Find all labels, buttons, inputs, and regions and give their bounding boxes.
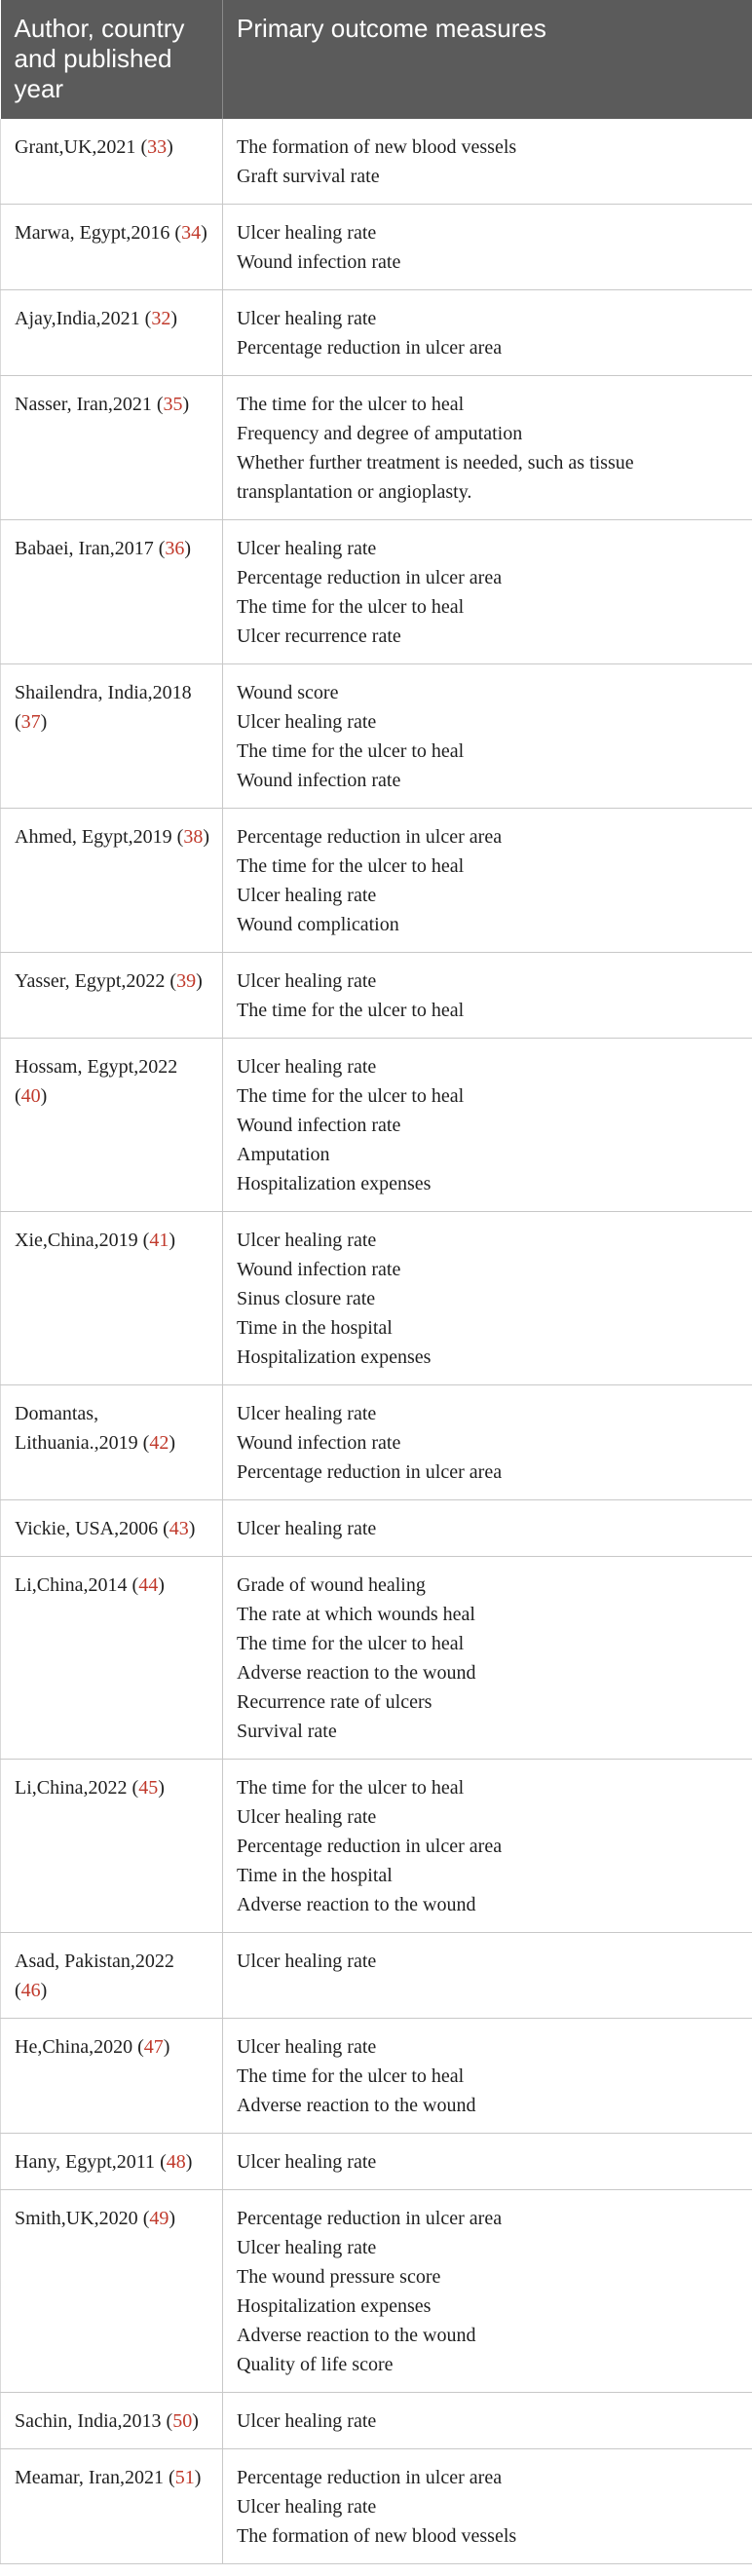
outcome-item: Ulcer healing rate bbox=[237, 1951, 377, 1972]
author-text: Domantas, Lithuania.,2019 bbox=[15, 1403, 138, 1454]
outcomes-cell bbox=[223, 1039, 752, 1212]
outcome-item: Hospitalization expenses bbox=[237, 1173, 432, 1194]
author-text: Smith,UK,2020 bbox=[15, 2208, 138, 2229]
outcome-item: Hospitalization expenses bbox=[237, 1346, 432, 1368]
reference-link[interactable]: 42 bbox=[149, 1432, 169, 1454]
reference-link[interactable]: 39 bbox=[176, 970, 197, 992]
outcome-item: Grade of wound healing bbox=[237, 1574, 426, 1596]
author-cell: Nasser, Iran,2021 (35) bbox=[1, 376, 223, 520]
outcomes-cell bbox=[223, 290, 752, 376]
reference-link[interactable]: 49 bbox=[149, 2208, 169, 2229]
outcome-item: Ulcer healing rate bbox=[237, 538, 377, 559]
reference-link[interactable]: 44 bbox=[138, 1574, 159, 1596]
outcome-item: Quality of life score bbox=[237, 2354, 394, 2375]
author-cell: Asad, Pakistan,2022 (46) bbox=[1, 1933, 223, 2019]
reference-link[interactable]: 41 bbox=[149, 1230, 169, 1251]
outcome-item: Ulcer healing rate bbox=[237, 885, 377, 906]
table-row bbox=[1, 376, 752, 520]
outcome-item: Percentage reduction in ulcer area bbox=[237, 1836, 503, 1857]
outcomes-cell bbox=[223, 119, 752, 205]
outcome-item: The time for the ulcer to heal bbox=[237, 855, 465, 877]
outcomes-cell bbox=[223, 1212, 752, 1385]
reference-link[interactable]: 45 bbox=[138, 1777, 159, 1799]
table-row bbox=[1, 2019, 752, 2134]
author-text: Meamar, Iran,2021 bbox=[15, 2467, 165, 2488]
author-cell: Grant,UK,2021 (33) bbox=[1, 119, 223, 205]
outcome-item: Adverse reaction to the wound bbox=[237, 2325, 476, 2346]
author-cell: Babaei, Iran,2017 (36) bbox=[1, 520, 223, 664]
reference-link[interactable]: 51 bbox=[174, 2467, 195, 2488]
author-text: Hossam, Egypt,2022 bbox=[15, 1056, 178, 1078]
author-cell: Marwa, Egypt,2016 (34) bbox=[1, 205, 223, 290]
table-row bbox=[1, 205, 752, 290]
outcome-item: Ulcer healing rate bbox=[237, 970, 377, 992]
outcome-item: Ulcer healing rate bbox=[237, 222, 377, 244]
table-row bbox=[1, 664, 752, 809]
author-text: Babaei, Iran,2017 bbox=[15, 538, 154, 559]
reference-link[interactable]: 38 bbox=[183, 826, 204, 848]
author-text: Sachin, India,2013 bbox=[15, 2410, 162, 2432]
table-row bbox=[1, 2134, 752, 2190]
outcome-item: Ulcer healing rate bbox=[237, 711, 377, 733]
outcomes-cell bbox=[223, 2393, 752, 2449]
outcome-item: Wound infection rate bbox=[237, 1432, 401, 1454]
outcome-item: The time for the ulcer to heal bbox=[237, 1085, 465, 1107]
author-cell: Sachin, India,2013 (50) bbox=[1, 2393, 223, 2449]
author-cell: Xie,China,2019 (41) bbox=[1, 1212, 223, 1385]
author-cell: Smith,UK,2020 (49) bbox=[1, 2190, 223, 2393]
outcomes-cell bbox=[223, 1557, 752, 1760]
outcomes-cell bbox=[223, 664, 752, 809]
author-text: Ahmed, Egypt,2019 bbox=[15, 826, 172, 848]
outcomes-cell bbox=[223, 2134, 752, 2190]
outcome-item: Percentage reduction in ulcer area bbox=[237, 337, 503, 359]
outcome-item: Ulcer healing rate bbox=[237, 2237, 377, 2258]
outcome-item: Ulcer healing rate bbox=[237, 2036, 377, 2058]
outcome-item: Percentage reduction in ulcer area bbox=[237, 1461, 503, 1483]
outcome-item: Percentage reduction in ulcer area bbox=[237, 826, 503, 848]
reference-link[interactable]: 35 bbox=[163, 394, 183, 415]
outcomes-cell bbox=[223, 2190, 752, 2393]
outcome-item: Ulcer healing rate bbox=[237, 1230, 377, 1251]
outcome-item: Wound infection rate bbox=[237, 770, 401, 791]
outcome-item: Time in the hospital bbox=[237, 1317, 393, 1339]
outcomes-cell bbox=[223, 1385, 752, 1500]
table-row bbox=[1, 2393, 752, 2449]
author-cell: Meamar, Iran,2021 (51) bbox=[1, 2449, 223, 2564]
outcome-item: Wound infection rate bbox=[237, 251, 401, 273]
author-cell: Shailendra, India,2018 (37) bbox=[1, 664, 223, 809]
outcomes-cell bbox=[223, 809, 752, 953]
outcome-item: Ulcer healing rate bbox=[237, 1403, 377, 1424]
table-row bbox=[1, 809, 752, 953]
outcome-item: The wound pressure score bbox=[237, 2266, 441, 2288]
outcome-item: The time for the ulcer to heal bbox=[237, 1000, 465, 1021]
outcome-item: Wound infection rate bbox=[237, 1115, 401, 1136]
author-text: Hany, Egypt,2011 bbox=[15, 2151, 156, 2173]
author-text: Li,China,2022 bbox=[15, 1777, 128, 1799]
author-text: Vickie, USA,2006 bbox=[15, 1518, 159, 1539]
table-row bbox=[1, 1760, 752, 1933]
outcome-item: The time for the ulcer to heal bbox=[237, 596, 465, 618]
outcomes-cell bbox=[223, 2449, 752, 2564]
outcome-item: Adverse reaction to the wound bbox=[237, 2095, 476, 2116]
author-cell: Hany, Egypt,2011 (48) bbox=[1, 2134, 223, 2190]
author-text: Shailendra, India,2018 bbox=[15, 682, 192, 703]
outcome-item: Adverse reaction to the wound bbox=[237, 1894, 476, 1915]
author-cell: Hossam, Egypt,2022 (40) bbox=[1, 1039, 223, 1212]
author-text: Ajay,India,2021 bbox=[15, 308, 140, 329]
outcome-item: Wound infection rate bbox=[237, 1259, 401, 1280]
outcome-item: Ulcer healing rate bbox=[237, 1806, 377, 1828]
table-row bbox=[1, 119, 752, 205]
author-cell: Li,China,2022 (45) bbox=[1, 1760, 223, 1933]
reference-link[interactable]: 40 bbox=[20, 1085, 41, 1107]
author-text: Yasser, Egypt,2022 bbox=[15, 970, 166, 992]
author-text: Asad, Pakistan,2022 bbox=[15, 1951, 174, 1972]
outcome-item: The time for the ulcer to heal bbox=[237, 1777, 465, 1799]
table-row bbox=[1, 2449, 752, 2564]
outcome-item: The time for the ulcer to heal bbox=[237, 740, 465, 762]
table-row bbox=[1, 1385, 752, 1500]
table-row bbox=[1, 2190, 752, 2393]
outcomes-cell bbox=[223, 1933, 752, 2019]
author-cell: Li,China,2014 (44) bbox=[1, 1557, 223, 1760]
author-cell: Domantas, Lithuania.,2019 (42) bbox=[1, 1385, 223, 1500]
reference-link[interactable]: 47 bbox=[143, 2036, 164, 2058]
table-row bbox=[1, 1933, 752, 2019]
outcomes-cell bbox=[223, 1760, 752, 1933]
table-row bbox=[1, 290, 752, 376]
outcomes-cell bbox=[223, 1500, 752, 1557]
reference-link[interactable]: 32 bbox=[151, 308, 171, 329]
outcome-item: Ulcer healing rate bbox=[237, 308, 377, 329]
outcome-item: Graft survival rate bbox=[237, 166, 380, 187]
outcome-item: Ulcer healing rate bbox=[237, 2410, 377, 2432]
author-text: Xie,China,2019 bbox=[15, 1230, 138, 1251]
table-row bbox=[1, 953, 752, 1039]
table-row bbox=[1, 520, 752, 664]
outcome-item: The time for the ulcer to heal bbox=[237, 1633, 465, 1654]
author-text: Nasser, Iran,2021 bbox=[15, 394, 152, 415]
author-text: Li,China,2014 bbox=[15, 1574, 128, 1596]
outcome-item: The rate at which wounds heal bbox=[237, 1604, 475, 1625]
outcome-item: Survival rate bbox=[237, 1721, 337, 1742]
author-cell: Yasser, Egypt,2022 (39) bbox=[1, 953, 223, 1039]
table-body bbox=[1, 119, 752, 2564]
author-cell: Ahmed, Egypt,2019 (38) bbox=[1, 809, 223, 953]
outcome-item: Ulcer recurrence rate bbox=[237, 625, 401, 647]
outcome-item: Percentage reduction in ulcer area bbox=[237, 567, 503, 588]
outcome-item: Amputation bbox=[237, 1144, 330, 1165]
outcomes-cell bbox=[223, 376, 752, 520]
outcome-item: Wound score bbox=[237, 682, 339, 703]
outcome-item: Adverse reaction to the wound bbox=[237, 1662, 476, 1684]
outcome-item: Ulcer healing rate bbox=[237, 2151, 377, 2173]
reference-link[interactable]: 50 bbox=[172, 2410, 193, 2432]
header-author: Author, country and published year bbox=[1, 0, 223, 119]
outcome-item: The time for the ulcer to heal bbox=[237, 394, 465, 415]
outcome-item: The formation of new blood vessels bbox=[237, 2525, 517, 2547]
outcome-item: The time for the ulcer to heal bbox=[237, 2065, 465, 2087]
outcome-item: Ulcer healing rate bbox=[237, 2496, 377, 2518]
outcomes-cell bbox=[223, 953, 752, 1039]
outcome-item: Frequency and degree of amputation bbox=[237, 423, 523, 444]
outcomes-cell bbox=[223, 205, 752, 290]
author-cell: He,China,2020 (47) bbox=[1, 2019, 223, 2134]
table-row bbox=[1, 1039, 752, 1212]
table-row bbox=[1, 1557, 752, 1760]
outcomes-cell bbox=[223, 520, 752, 664]
outcome-item: Percentage reduction in ulcer area bbox=[237, 2467, 503, 2488]
reference-link[interactable]: 37 bbox=[20, 711, 41, 733]
outcome-item: Whether further treatment is needed, such as tissue transplantation or angioplasty. bbox=[237, 452, 634, 503]
outcome-item: Recurrence rate of ulcers bbox=[237, 1691, 432, 1713]
outcome-item: Ulcer healing rate bbox=[237, 1518, 377, 1539]
author-text: Marwa, Egypt,2016 bbox=[15, 222, 170, 244]
reference-link[interactable]: 48 bbox=[166, 2151, 186, 2173]
header-outcomes: Primary outcome measures bbox=[223, 0, 752, 119]
table-row bbox=[1, 1212, 752, 1385]
outcome-item: Hospitalization expenses bbox=[237, 2295, 432, 2317]
reference-link[interactable]: 36 bbox=[165, 538, 185, 559]
outcome-item: Sinus closure rate bbox=[237, 1288, 376, 1309]
outcome-item: The formation of new blood vessels bbox=[237, 136, 517, 158]
table-header-row bbox=[1, 0, 752, 119]
author-cell: Ajay,India,2021 (32) bbox=[1, 290, 223, 376]
outcome-item: Ulcer healing rate bbox=[237, 1056, 377, 1078]
author-text: Grant,UK,2021 bbox=[15, 136, 136, 158]
outcome-item: Time in the hospital bbox=[237, 1865, 393, 1886]
author-text: He,China,2020 bbox=[15, 2036, 133, 2058]
table-row bbox=[1, 1500, 752, 1557]
reference-link[interactable]: 34 bbox=[181, 222, 202, 244]
author-cell: Vickie, USA,2006 (43) bbox=[1, 1500, 223, 1557]
reference-link[interactable]: 46 bbox=[20, 1980, 41, 2001]
reference-link[interactable]: 33 bbox=[147, 136, 168, 158]
outcomes-cell bbox=[223, 2019, 752, 2134]
reference-link[interactable]: 43 bbox=[169, 1518, 189, 1539]
outcome-item: Percentage reduction in ulcer area bbox=[237, 2208, 503, 2229]
outcome-item: Wound complication bbox=[237, 914, 399, 935]
